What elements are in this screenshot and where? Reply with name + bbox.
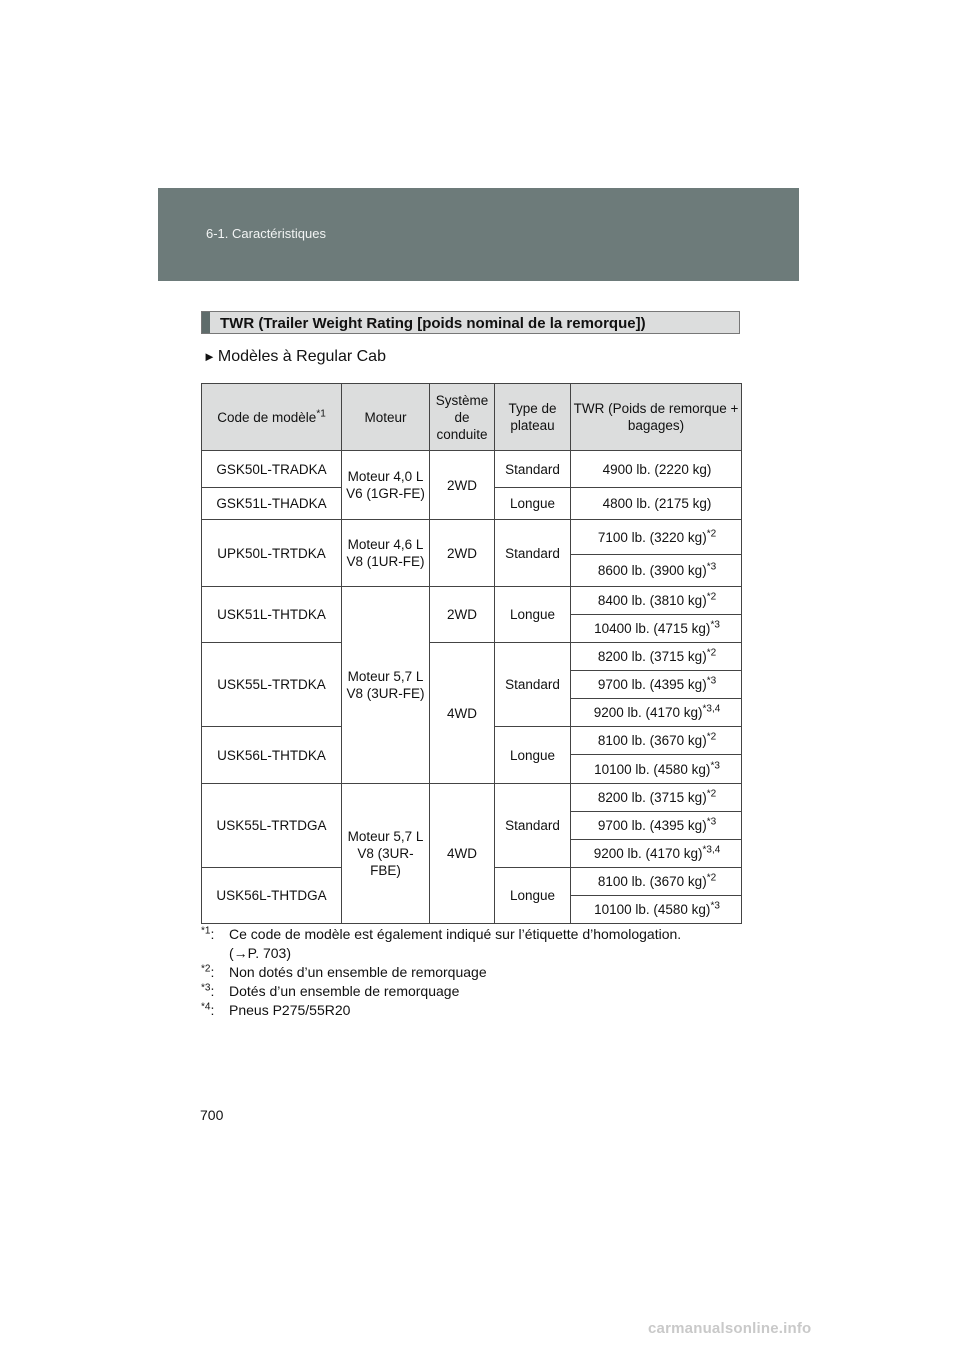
cell-engine: Moteur 4,6 L V8 (1UR-FE) xyxy=(342,520,430,587)
section-title-bar xyxy=(201,311,740,334)
section-title: TWR (Trailer Weight Rating [poids nominal de la remorque]) xyxy=(220,315,646,332)
cell-bed: Longue xyxy=(495,488,571,520)
header-drive: Système de conduite xyxy=(430,384,495,451)
cell-engine: Moteur 5,7 L V8 (3UR-FBE) xyxy=(342,784,430,924)
cell-bed: Standard xyxy=(495,643,571,727)
cell-twr: 9700 lb. (4395 kg)$^{*3}$ xyxy=(571,671,742,699)
cell-bed: Standard xyxy=(495,784,571,868)
cell-twr: 10100 lb. (4580 kg)$^{*3}$ xyxy=(571,896,742,924)
footnote: $^{*2}$: Non dotés d’un ensemble de remorquage xyxy=(201,963,487,980)
cell-bed: Longue xyxy=(495,868,571,924)
header-engine: Moteur xyxy=(342,384,430,451)
footnotes xyxy=(201,925,741,1020)
cell-twr: 9200 lb. (4170 kg)$^{*3,4}$ xyxy=(571,840,742,868)
subsection-heading-text: Modèles à Regular Cab xyxy=(217,348,386,365)
cell-twr: 8200 lb. (3715 kg)$^{*2}$ xyxy=(571,643,742,671)
footnote: $^{*1}$: Ce code de modèle est également indiqué sur l’étiquette d’homologation. (→P. 703) xyxy=(201,925,682,961)
table-header-row xyxy=(202,384,742,451)
header-bed: Type de plateau xyxy=(495,384,571,451)
section-title-accent xyxy=(202,312,210,333)
cell-twr: 4800 lb. (2175 kg) xyxy=(571,488,742,520)
chapter-section-label: 6-1. Caractéristiques xyxy=(206,226,326,241)
cell-code: USK56L-THTDKA xyxy=(202,727,342,784)
cell-code: USK55L-TRTDKA xyxy=(202,643,342,727)
header-code: Code de modèle$^{*1}$ xyxy=(202,384,342,451)
page-reference: (→P. 703) xyxy=(229,945,291,961)
cell-twr: 9700 lb. (4395 kg)$^{*3}$ xyxy=(571,812,742,840)
cell-code: GSK51L-THADKA xyxy=(202,488,342,520)
footnote: $^{*3}$: Dotés d’un ensemble de remorquage xyxy=(201,982,460,999)
header-twr: TWR (Poids de remorque + bagages) xyxy=(571,384,742,451)
cell-code: USK51L-THTDKA xyxy=(202,587,342,643)
table-row xyxy=(202,643,742,671)
cell-drive: 2WD xyxy=(430,451,495,520)
cell-twr: 8400 lb. (3810 kg)$^{*2}$ xyxy=(571,587,742,615)
cell-code: USK56L-THTDGA xyxy=(202,868,342,924)
cell-twr: 8200 lb. (3715 kg)$^{*2}$ xyxy=(571,784,742,812)
cell-engine: Moteur 5,7 L V8 (3UR-FE) xyxy=(342,587,430,784)
cell-code: GSK50L-TRADKA xyxy=(202,451,342,488)
cell-twr: 4900 lb. (2220 kg) xyxy=(571,451,742,488)
triangle-bullet-icon: ► xyxy=(203,349,216,364)
cell-twr: 10100 lb. (4580 kg)$^{*3}$ xyxy=(571,755,742,784)
page-number: 700 xyxy=(200,1107,224,1123)
cell-drive: 2WD xyxy=(430,520,495,587)
cell-twr: 7100 lb. (3220 kg)$^{*2}$ xyxy=(571,520,742,555)
table-row xyxy=(202,587,742,615)
cell-bed: Longue xyxy=(495,587,571,643)
cell-twr: 10400 lb. (4715 kg)$^{*3}$ xyxy=(571,615,742,643)
watermark: carmanualsonline.info xyxy=(648,1320,812,1337)
chapter-header-band xyxy=(158,188,799,281)
cell-twr: 8100 lb. (3670 kg)$^{*2}$ xyxy=(571,727,742,755)
table-row xyxy=(202,451,742,488)
cell-drive: 2WD xyxy=(430,587,495,643)
cell-bed: Standard xyxy=(495,520,571,587)
table-row xyxy=(202,784,742,812)
cell-bed: Standard xyxy=(495,451,571,488)
footnote: $^{*4}$: Pneus P275/55R20 xyxy=(201,1001,351,1018)
cell-twr: 9200 lb. (4170 kg)$^{*3,4}$ xyxy=(571,699,742,727)
cell-drive: 4WD xyxy=(430,643,495,784)
table-row xyxy=(202,520,742,555)
cell-twr: 8100 lb. (3670 kg)$^{*2}$ xyxy=(571,868,742,896)
cell-engine: Moteur 4,0 L V6 (1GR-FE) xyxy=(342,451,430,520)
cell-drive: 4WD xyxy=(430,784,495,924)
cell-code: UPK50L-TRTDKA xyxy=(202,520,342,587)
cell-bed: Longue xyxy=(495,727,571,784)
cell-code: USK55L-TRTDGA xyxy=(202,784,342,868)
cell-twr: 8600 lb. (3900 kg)$^{*3}$ xyxy=(571,555,742,587)
subsection-heading xyxy=(203,348,386,366)
twr-table xyxy=(201,383,742,924)
